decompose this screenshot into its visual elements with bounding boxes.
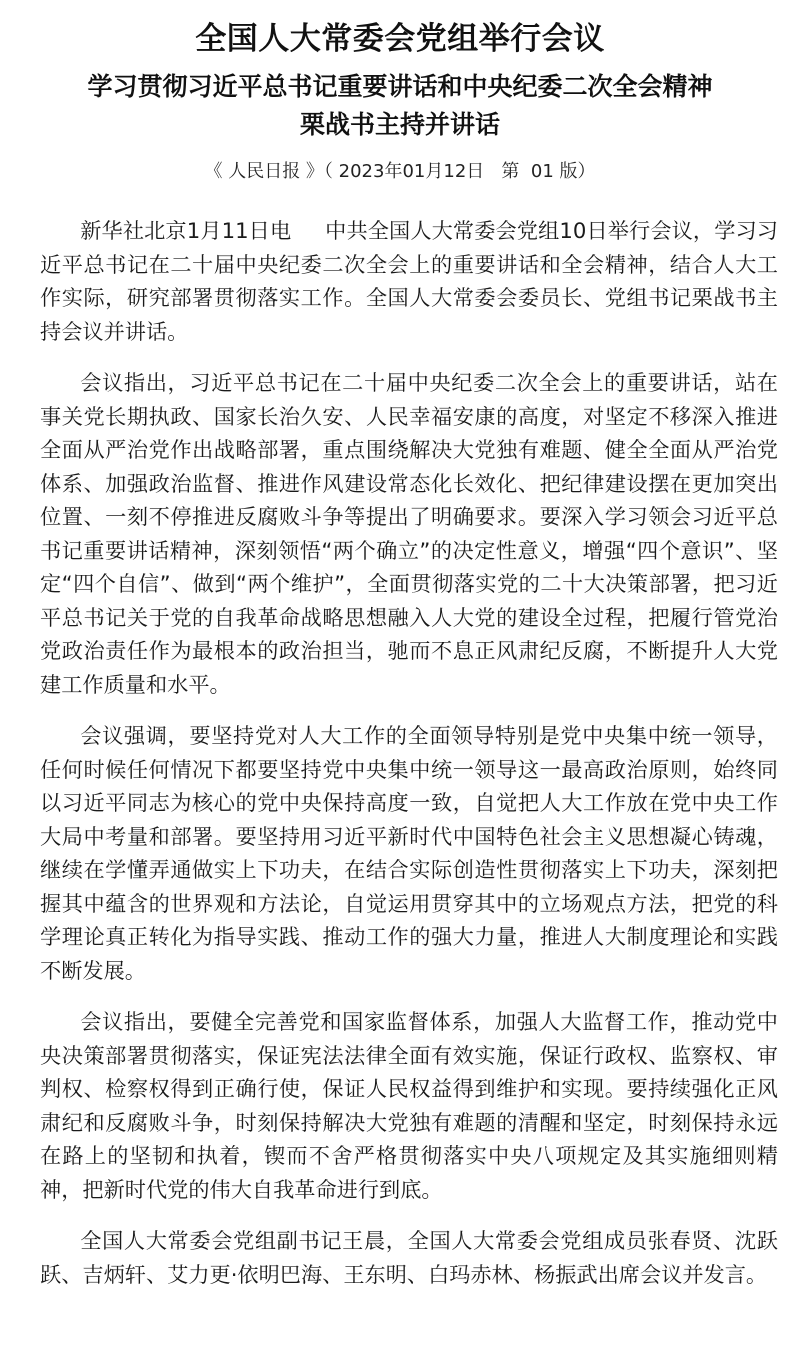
- paragraph: 会议指出，习近平总书记在二十届中央纪委二次全会上的重要讲话，站在事关党长期执政、国家长治久安、人民幸福安康的高度，对坚定不移深入推进全面从严治党作出战略部署，重点围绕解决大党独有难题、健全全面从严治党体系、加强政治监督、推进作风建设常态化长效化、把纪律建设摆在更加突出位置、一刻不停推进反腐败斗争等提出了明确要求。要深入学习领会习近平总书记重要讲话精神，深刻领悟“两个确立”的决定性意义，增强“四个意识”、坚定“四个自信”、做到“两个维护”，全面贯彻落实党的二十大决策部署，把习近平总书记关于党的自我革命战略思想融入人大党的建设全过程，把履行管党治党政治责任作为最根本的政治担当，驰而不息正风肃纪反腐，不断提升人大党建工作质量和水平。: [40, 370, 778, 697]
- paragraph: 全国人大常委会党组副书记王晨，全国人大常委会党组成员张春贤、沈跃跃、吉炳轩、艾力更·依明巴海、王东明、白玛赤林、杨振武出席会议并发言。: [40, 1228, 778, 1287]
- dateline: 新华社北京1月11日电: [80, 218, 292, 243]
- article-title: 全国人大常委会党组举行会议: [195, 21, 605, 57]
- paragraph: [40, 214, 778, 348]
- subtitle-line: 学习贯彻习近平总书记重要讲话和中央纪委二次全会精神: [87, 72, 713, 101]
- article-subtitle: [0, 68, 800, 144]
- paragraph-text: 中共全国人大常委会党组10日举行会议，学习习近平总书记在二十届中央纪委二次全会上的重要讲话和全会精神，结合人大工作实际，研究部署贯彻落实工作。全国人大常委会委员长、党组书记栗战书主持会议并讲话。: [40, 218, 778, 344]
- article-body: [0, 214, 800, 1291]
- paragraph: 会议指出，要健全完善党和国家监督体系，加强人大监督工作，推动党中央决策部署贯彻落实，保证宪法法律全面有效实施，保证行政权、监察权、审判权、检察权得到正确行使，保证人民权益得到维护和实现。要持续强化正风肃纪和反腐败斗争，时刻保持解决大党独有难题的清醒和坚定，时刻保持永远在路上的坚韧和执着，锲而不舍严格贯彻落实中央八项规定及其实施细则精神，把新时代党的伟大自我革命进行到底。: [40, 1009, 778, 1202]
- subtitle-line: 栗战书主持并讲话: [299, 110, 500, 139]
- paragraph: 会议强调，要坚持党对人大工作的全面领导特别是党中央集中统一领导，任何时候任何情况下都要坚持党中央集中统一领导这一最高政治原则，始终同以习近平同志为核心的党中央保持高度一致，自觉把人大工作放在党中央工作大局中考量和部署。要坚持用习近平新时代中国特色社会主义思想凝心铸魂，继续在学懂弄通做实上下功夫，在结合实际创造性贯彻落实上下功夫，深刻把握其中蕴含的世界观和方法论，自觉运用贯穿其中的立场观点方法，把党的科学理论真正转化为指导实践、推动工作的强大力量，推进人大制度理论和实践不断发展。: [40, 723, 778, 983]
- publication-source: 《 人民日报 》（ 2023年01月12日 第 01 版）: [204, 161, 596, 182]
